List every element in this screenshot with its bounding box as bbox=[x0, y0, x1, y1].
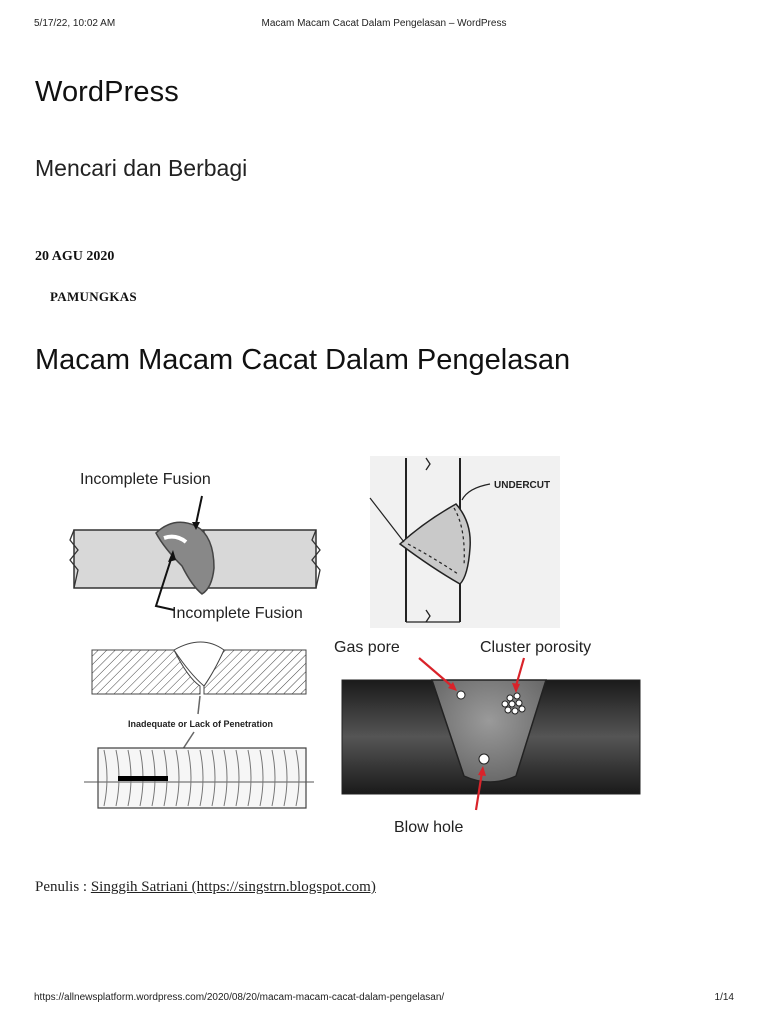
post-date: 20 AGU 2020 bbox=[35, 249, 115, 264]
incomplete-fusion-panel bbox=[70, 471, 320, 622]
lack-of-penetration-panel bbox=[84, 642, 314, 808]
byline bbox=[35, 879, 376, 896]
post-author: PAMUNGKAS bbox=[50, 289, 137, 304]
label-blow-hole: Blow hole bbox=[394, 819, 464, 836]
author-link[interactable]: Singgih Satriani (https://singstrn.blogspot.com) bbox=[90, 879, 376, 895]
label-gas-pore: Gas pore bbox=[334, 639, 400, 656]
label-undercut: UNDERCUT bbox=[494, 480, 551, 491]
byline-prefix: Penulis : bbox=[35, 879, 91, 895]
print-url: https://allnewsplatform.wordpress.com/2020/08/20/macam-macam-cacat-dalam-pengelasan/ bbox=[34, 992, 445, 1003]
print-footer bbox=[34, 992, 734, 1006]
weld-defects-illustration bbox=[64, 438, 664, 848]
print-header bbox=[34, 18, 734, 32]
weld-defects-figure bbox=[64, 438, 664, 848]
label-lack-of-penetration: Inadequate or Lack of Penetration bbox=[128, 719, 274, 729]
site-title-link[interactable]: WordPress bbox=[35, 76, 179, 108]
print-datetime: 5/17/22, 10:02 AM bbox=[34, 18, 116, 29]
undercut-panel bbox=[370, 456, 560, 628]
print-page-number: 1/14 bbox=[714, 992, 734, 1003]
post-title: Macam Macam Cacat Dalam Pengelasan bbox=[35, 344, 571, 376]
label-incomplete-fusion-top: Incomplete Fusion bbox=[80, 471, 211, 488]
porosity-panel bbox=[334, 639, 640, 836]
site-tagline: Mencari dan Berbagi bbox=[35, 155, 248, 181]
print-doc-title: Macam Macam Cacat Dalam Pengelasan – WordPress bbox=[261, 18, 507, 29]
label-incomplete-fusion-bottom: Incomplete Fusion bbox=[172, 605, 303, 622]
label-cluster-porosity: Cluster porosity bbox=[480, 639, 592, 656]
